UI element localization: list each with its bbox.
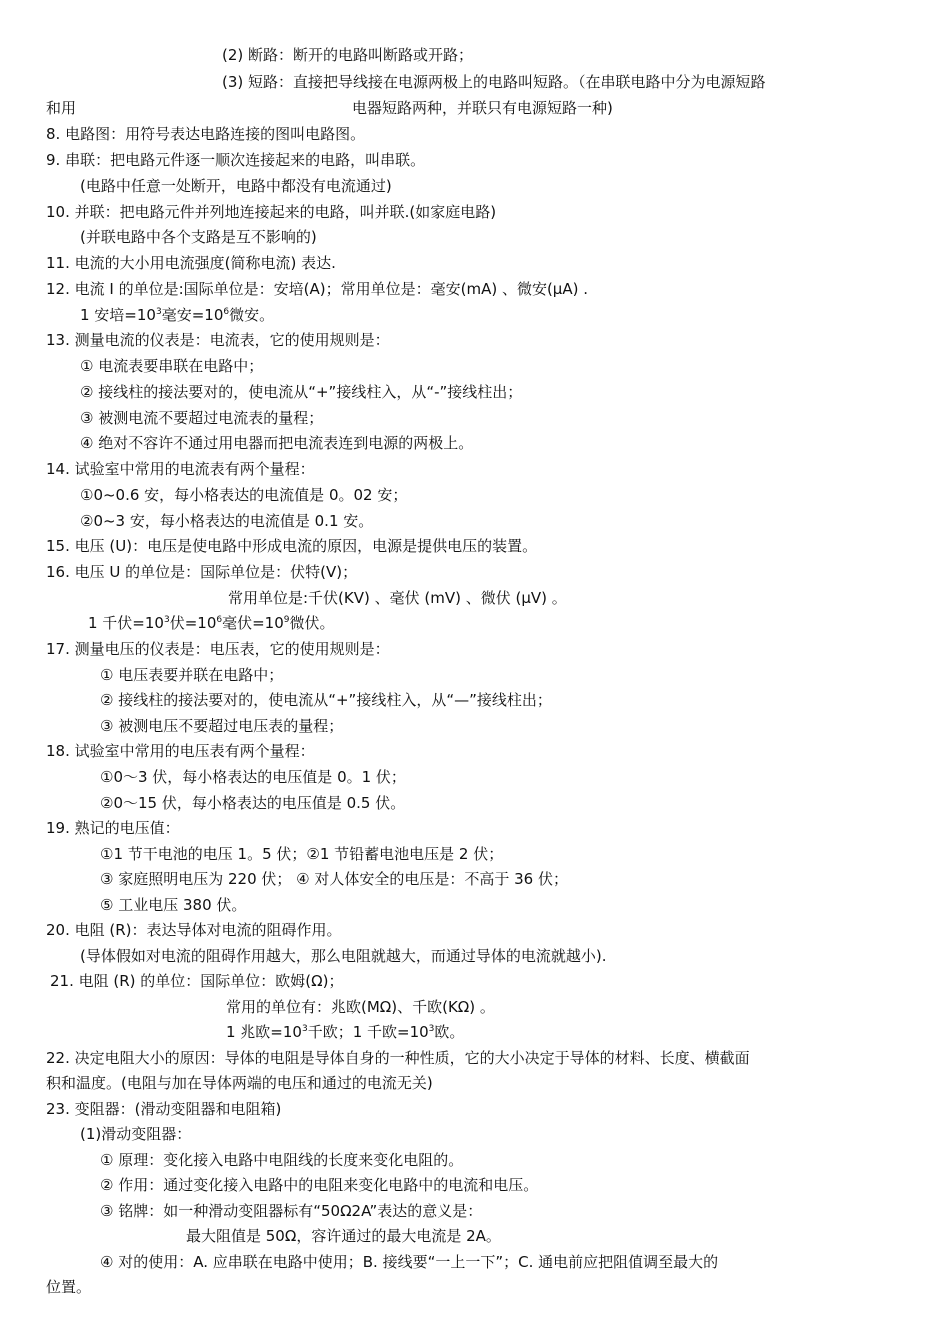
item-23-function: ② 作用：通过变化接入电路中的电阻来变化电路中的电流和电压。 bbox=[100, 1176, 539, 1194]
item-12-conversion: 1 安培$=10^3$毫安$=10^6$微安。 bbox=[80, 306, 275, 324]
item-13-rule-4: ④ 绝对不容许不通过用电器而把电流表连到电源的两极上。 bbox=[80, 434, 474, 452]
item-16-conversion: 1 千伏$=10^3$伏$=10^6$毫伏$=10^9$微伏。 bbox=[88, 614, 335, 632]
item-8-circuit-diagram: 8. 电路图：用符号表达电路连接的图叫电路图。 bbox=[46, 125, 366, 143]
item-20-resistance: 20. 电阻 (R)：表达导体对电流的阻碍作用。 bbox=[46, 921, 342, 939]
item-17-rule-1: ① 电压表要并联在电路中； bbox=[100, 666, 284, 684]
item-21-resistance-unit: 21. 电阻 (R) 的单位：国际单位：欧姆(Ω)； bbox=[50, 972, 344, 990]
item-18-voltmeter-ranges: 18. 试验室中常用的电压表有两个量程： bbox=[46, 742, 315, 760]
item-23-rheostat: 23. 变阻器：(滑动变阻器和电阻箱) bbox=[46, 1100, 282, 1118]
item-23-sliding-rheostat: (1)滑动变阻器： bbox=[80, 1125, 192, 1143]
item-21-conversion: 1 兆欧$=10^3$千欧；1 千欧$=10^3$欧。 bbox=[226, 1023, 465, 1041]
item-20-note: (导体假如对电流的阻碍作用越大，那么电阻就越大，而通过导体的电流就越小). bbox=[80, 947, 607, 965]
item-13-ammeter: 13. 测量电流的仪表是：电流表，它的使用规则是： bbox=[46, 331, 390, 349]
item-19-voltages: 19. 熟记的电压值： bbox=[46, 819, 180, 837]
item-21-common-units: 常用的单位有：兆欧(MΩ)、千欧(KΩ) 。 bbox=[226, 998, 495, 1016]
line-short-circuit-cont-a: 和用 bbox=[46, 99, 77, 117]
item-13-rule-2: ② 接线柱的接法要对的，使电流从“+”接线柱入，从“-”接线柱出； bbox=[80, 383, 523, 401]
item-10-note: (并联电路中各个支路是互不影响的) bbox=[80, 228, 317, 246]
item-16-voltage-unit: 16. 电压 U 的单位是：国际单位是：伏特(V)； bbox=[46, 563, 358, 581]
line-short-circuit-cont-b: 电器短路两种，并联只有电源短路一种) bbox=[352, 99, 613, 117]
item-14-ammeter-ranges: 14. 试验室中常用的电流表有两个量程： bbox=[46, 460, 315, 478]
item-22-factors-cont: 积和温度。(电阻与加在导体两端的电压和通过的电流无关) bbox=[46, 1074, 433, 1092]
line-open-circuit: (2) 断路：断开的电路叫断路或开路； bbox=[222, 46, 474, 64]
item-23-correct-use: ④ 对的使用：A. 应串联在电路中使用；B. 接线要“一上一下”；C. 通电前应把阻值调至最大的 bbox=[100, 1253, 719, 1271]
item-17-voltmeter: 17. 测量电压的仪表是：电压表，它的使用规则是： bbox=[46, 640, 390, 658]
item-19-values-3: ⑤ 工业电压 380 伏。 bbox=[100, 896, 247, 914]
item-16-common-units: 常用单位是:千伏(KV) 、毫伏 (mV) 、微伏 (μV) 。 bbox=[228, 589, 567, 607]
item-14-range-2: ②0~3 安，每小格表达的电流值是 0.1 安。 bbox=[80, 512, 374, 530]
item-23-nameplate-meaning: 最大阻值是 50Ω，容许通过的最大电流是 2A。 bbox=[186, 1227, 501, 1245]
item-17-rule-2: ② 接线柱的接法要对的，使电流从“+”接线柱入，从“—”接线柱出； bbox=[100, 691, 552, 709]
line-short-circuit: (3) 短路：直接把导线接在电源两极上的电路叫短路。（在串联电路中分为电源短路 bbox=[222, 73, 766, 91]
item-15-voltage: 15. 电压 (U)：电压是使电路中形成电流的原因，电源是提供电压的装置。 bbox=[46, 537, 538, 555]
item-19-values-2: ③ 家庭照明电压为 220 伏； ④ 对人体安全的电压是：不高于 36 伏； bbox=[100, 870, 568, 888]
item-14-range-1: ①0~0.6 安，每小格表达的电流值是 0。02 安； bbox=[80, 486, 408, 504]
item-18-range-1: ①0～3 伏，每小格表达的电压值是 0。1 伏； bbox=[100, 768, 406, 786]
item-23-nameplate: ③ 铭牌：如一种滑动变阻器标有“50Ω2A”表达的意义是： bbox=[100, 1202, 483, 1220]
item-12-current-unit: 12. 电流 I 的单位是:国际单位是：安培(A)；常用单位是：毫安(mA) 、微安(μA) . bbox=[46, 280, 588, 298]
item-23-principle: ① 原理：变化接入电路中电阻线的长度来变化电阻的。 bbox=[100, 1151, 464, 1169]
item-19-values-1: ①1 节干电池的电压 1。5 伏；②1 节铅蓄电池电压是 2 伏； bbox=[100, 845, 504, 863]
item-9-note: (电路中任意一处断开，电路中都没有电流通过) bbox=[80, 177, 392, 195]
item-13-rule-1: ① 电流表要串联在电路中； bbox=[80, 357, 264, 375]
item-22-factors: 22. 决定电阻大小的原因：导体的电阻是导体自身的一种性质，它的大小决定于导体的材料、长度、横截面 bbox=[46, 1049, 750, 1067]
item-17-rule-3: ③ 被测电压不要超过电压表的量程； bbox=[100, 717, 344, 735]
item-9-series: 9. 串联：把电路元件逐一顺次连接起来的电路，叫串联。 bbox=[46, 151, 426, 169]
item-13-rule-3: ③ 被测电流不要超过电流表的量程； bbox=[80, 409, 324, 427]
item-23-correct-use-cont: 位置。 bbox=[46, 1278, 92, 1296]
item-18-range-2: ②0～15 伏，每小格表达的电压值是 0.5 伏。 bbox=[100, 794, 406, 812]
item-10-parallel: 10. 并联：把电路元件并列地连接起来的电路，叫并联.(如家庭电路) bbox=[46, 203, 497, 221]
item-11-current: 11. 电流的大小用电流强度(简称电流) 表达. bbox=[46, 254, 336, 272]
